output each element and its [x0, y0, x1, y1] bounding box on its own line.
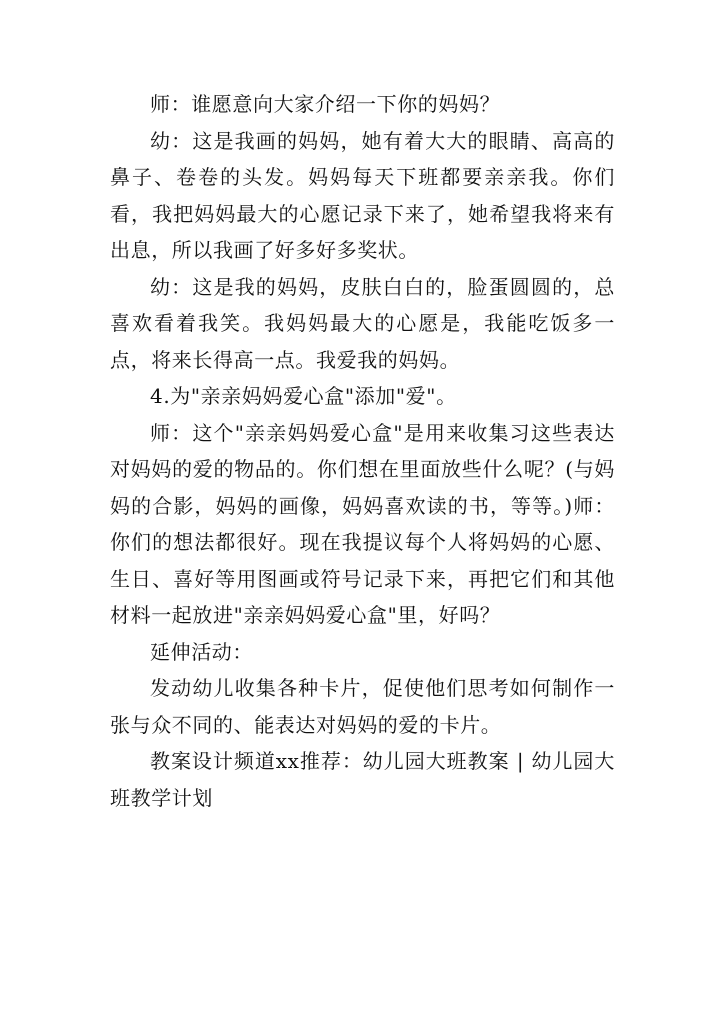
- child-answer-paragraph-2: 幼：这是我的妈妈，皮肤白白的，脸蛋圆圆的，总喜欢看着我笑。我妈妈最大的心愿是，我能吃饭多一点，将来长得高一点。我爱我的妈妈。: [110, 274, 615, 372]
- child-answer-paragraph-1: 幼：这是我画的妈妈，她有着大大的眼睛、高高的鼻子、卷卷的头发。妈妈每天下班都要亲亲我。你们看，我把妈妈最大的心愿记录下来了，她希望我将来有出息，所以我画了好多好多奖状。: [110, 128, 615, 262]
- extension-activity-paragraph: 发动幼儿收集各种卡片，促使他们思考如何制作一张与众不同的、能表达对妈妈的爱的卡片。: [110, 676, 615, 737]
- step-heading-paragraph: 4.为"亲亲妈妈爱心盒"添加"爱"。: [150, 384, 457, 408]
- teacher-question-paragraph: 师：谁愿意向大家介绍一下你的妈妈？: [150, 92, 501, 116]
- recommendation-paragraph: 教案设计频道xx推荐：幼儿园大班教案 | 幼儿园大班教学计划: [110, 749, 615, 810]
- document-body: [110, 86, 615, 816]
- extension-activity-heading: 延伸活动：: [150, 639, 253, 664]
- teacher-instruction-paragraph: 师：这个"亲亲妈妈爱心盒"是用来收集习这些表达对妈妈的爱的物品的。你们想在里面放些什么呢？(与妈妈的合影，妈妈的画像，妈妈喜欢读的书，等等。)师：你们的想法都很好。现在我提议每个人将妈妈的心愿、生日、喜好等用图画或符号记录下来，再把它们和其他材料一起放进"亲亲妈妈爱心盒"里，好吗？: [110, 420, 615, 627]
